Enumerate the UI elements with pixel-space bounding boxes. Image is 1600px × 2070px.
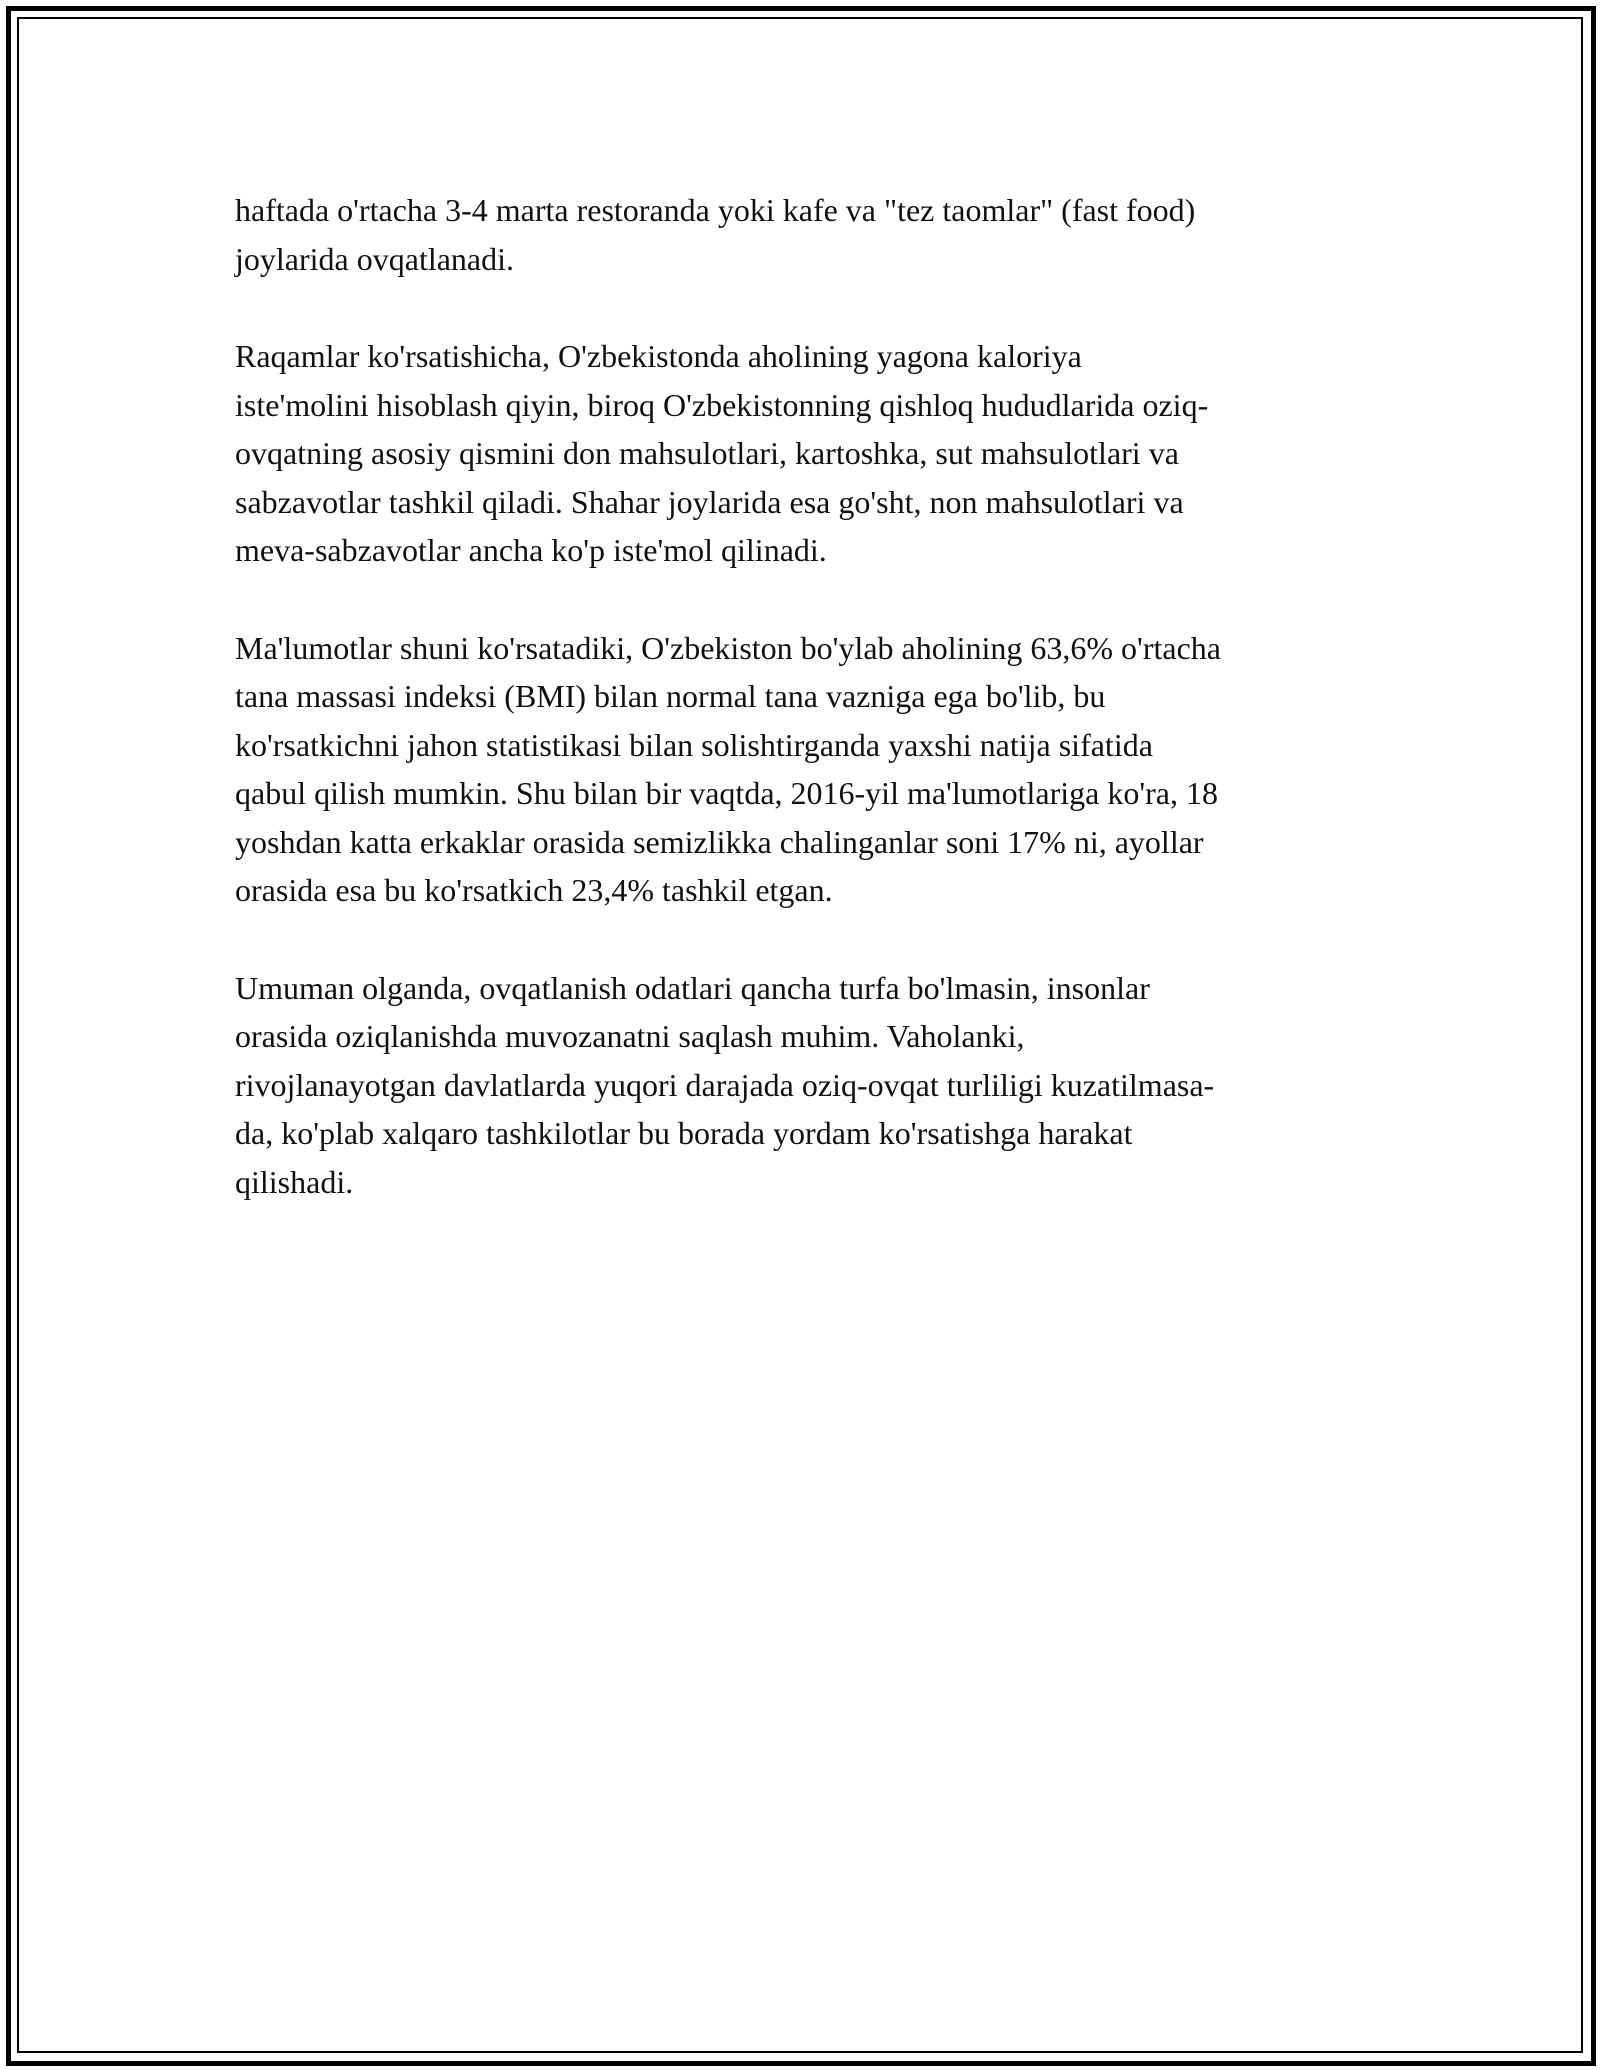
document-body [235, 186, 1375, 1255]
paragraph-nutrition-balance: Umuman olganda, ovqatlanish odatlari qancha turfa bo'lmasin, insonlar orasida oziqlanishda muvozanatni saqlash muhim. Vaholanki, rivojlanayotgan davlatlarda yuqori darajada oziq-ovqat turliligi kuzatilmasa- da, ko'plab xalqaro tashkilotlar bu borada yordam ko'rsatishga harakat qilishadi. [235, 969, 1215, 1200]
paragraph-bmi-statistics: Ma'lumotlar shuni ko'rsatadiki, O'zbekiston bo'ylab aholining 63,6% o'rtacha tana massasi indeksi (BMI) bilan normal tana vazniga ega bo'lib, bu ko'rsatkichni jahon statistikasi bilan solishtirganda yaxshi natija sifatida qabul qilish mumkin. Shu bilan bir vaqtda, 2016-yil ma'lumotlariga ko'ra, 18 yoshdan katta erkaklar orasida semizlikka chalinganlar soni 17% ni, ayollar orasida esa bu ko'rsatkich 23,4% tashkil etgan. [235, 629, 1221, 908]
paragraph-calorie-consumption: Raqamlar ko'rsatishicha, O'zbekistonda aholining yagona kaloriya iste'molini hisoblash qiyin, biroq O'zbekistonning qishloq hududlarida oziq- ovqatning asosiy qismini don mahsulotlari, kartoshka, sut mahsulotlari va sabzavotlar tashkil qiladi. Shahar joylarida esa go'sht, non mahsulotlari va meva-sabzavotlar ancha ko'p iste'mol qilinadi. [235, 338, 1209, 568]
paragraph-restaurant-habits: haftada o'rtacha 3-4 marta restoranda yoki kafe va "tez taomlar" (fast food) joylarida ovqatlanadi. [235, 192, 1196, 277]
